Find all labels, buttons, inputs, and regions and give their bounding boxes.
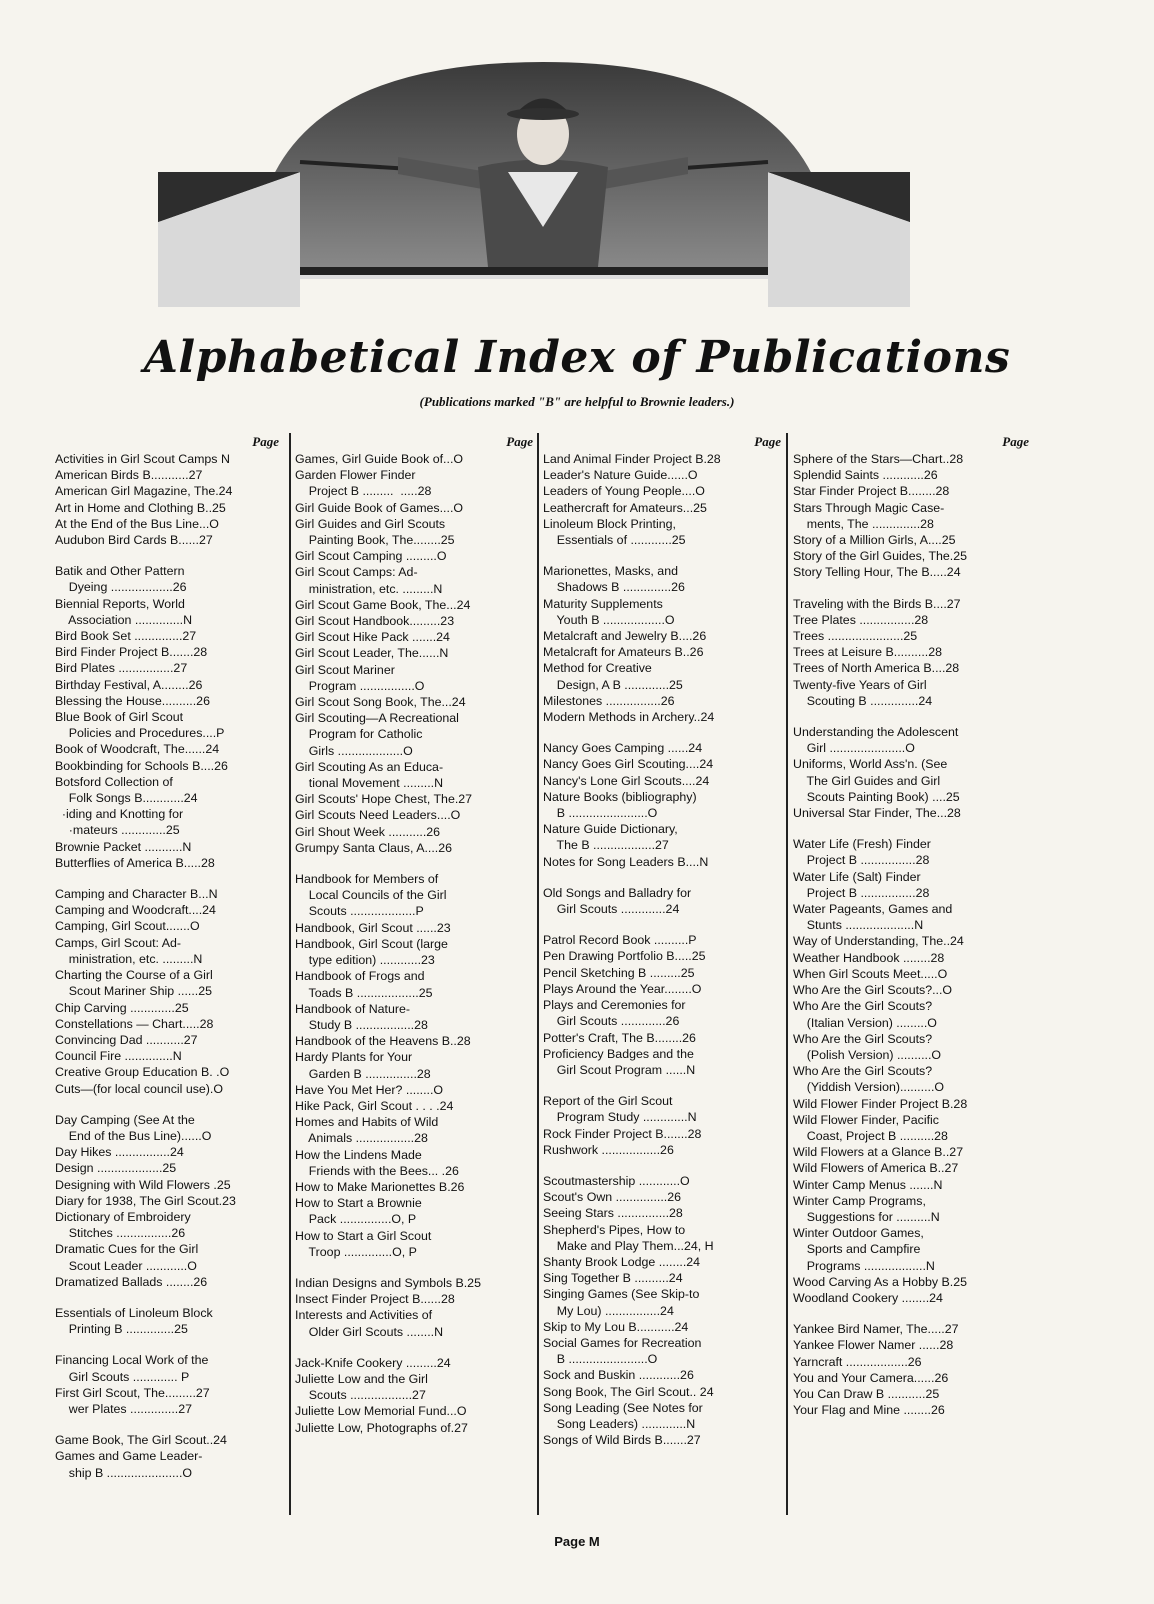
index-letter-group: [793, 451, 1031, 581]
index-entry: Juliette Low Memorial Fund...O: [295, 1404, 467, 1419]
index-entry: Metalcraft for Amateurs B..26: [543, 645, 704, 660]
index-entry: Linoleum Block Printing,: [543, 516, 676, 531]
index-entry: Dramatized Ballads ........26: [55, 1274, 208, 1289]
index-entry: Nature Books (bibliography): [543, 789, 697, 804]
index-entry: Old Songs and Balladry for: [543, 885, 692, 900]
index-entry: Water Life (Fresh) Finder: [793, 837, 931, 852]
index-entry: Notes for Song Leaders B....N: [543, 854, 709, 869]
index-entry: Star Finder Project B........28: [793, 484, 950, 499]
index-entry: American Birds B...........27: [55, 468, 203, 483]
index-entry: Skip to My Lou B...........24: [543, 1319, 689, 1334]
index-entry: Stitches ................26: [55, 1226, 186, 1241]
index-entry: How the Lindens Made: [295, 1147, 422, 1162]
index-entry: Have You Met Her? ........O: [295, 1082, 444, 1097]
index-entry: Scouting B ..............24: [793, 693, 933, 708]
index-entry: American Girl Magazine, The.24: [55, 484, 233, 499]
index-entry: Nancy Goes Girl Scouting....24: [543, 757, 714, 772]
index-entry: Charting the Course of a Girl: [55, 968, 213, 983]
index-entry: Dyeing ..................26: [55, 580, 187, 595]
index-entry: Songs of Wild Birds B.......27: [543, 1433, 701, 1448]
index-entry: Handbook for Members of: [295, 872, 439, 887]
index-entry: Camping and Woodcraft....24: [55, 903, 216, 918]
index-entry: Brownie Packet ...........N: [55, 839, 192, 854]
index-letter-group: [543, 1093, 783, 1158]
index-entry: Butterflies of America B.....28: [55, 855, 215, 870]
index-entry: How to Start a Brownie: [295, 1196, 422, 1211]
index-entry: Activities in Girl Scout Camps N: [55, 452, 230, 466]
index-entry: Nature Guide Dictionary,: [543, 822, 678, 837]
index-entry: Hike Pack, Girl Scout . . . .24: [295, 1098, 454, 1113]
index-entry: Art in Home and Clothing B..25: [55, 500, 226, 515]
index-entry: Universal Star Finder, The...28: [793, 806, 961, 821]
index-entry: Sports and Campfire: [793, 1242, 921, 1257]
index-entry: Shanty Brook Lodge ........24: [543, 1254, 701, 1269]
index-entry: Scout's Own ...............26: [543, 1190, 682, 1205]
index-entry: Handbook, Girl Scout ......23: [295, 920, 451, 935]
index-entry: Blue Book of Girl Scout: [55, 710, 184, 725]
index-entry: Jack-Knife Cookery .........24: [295, 1355, 451, 1370]
index-entry: Land Animal Finder Project B.28: [543, 452, 721, 466]
index-entry: Song Leading (See Notes for: [543, 1400, 703, 1415]
index-entry: Program Study .............N: [543, 1110, 697, 1125]
index-entry: Games and Game Leader-: [55, 1449, 203, 1464]
index-entry: wer Plates ..............27: [55, 1401, 193, 1416]
index-letter-group: [543, 885, 783, 917]
index-entry: Yankee Flower Namer ......28: [793, 1338, 954, 1353]
index-entry: Book of Woodcraft, The......24: [55, 742, 220, 757]
index-entry: My Lou) ................24: [543, 1303, 674, 1318]
index-entry: Metalcraft and Jewelry B....26: [543, 629, 707, 644]
index-entry: Who Are the Girl Scouts?...O: [793, 983, 953, 998]
index-entry: Girl Scouts' Hope Chest, The.27: [295, 792, 473, 807]
index-entry: Stunts ....................N: [793, 918, 924, 933]
index-entry: Story of a Million Girls, A....25: [793, 533, 956, 548]
index-entry: Sing Together B ..........24: [543, 1271, 683, 1286]
index-entry: Batik and Other Pattern: [55, 564, 185, 579]
index-entry: Indian Designs and Symbols B.25: [295, 1275, 481, 1290]
index-entry: Girl Scout Camps: Ad-: [295, 565, 418, 580]
index-entry: Girl Scouting As an Educa-: [295, 759, 444, 774]
index-entry: Girl Scouts .............26: [543, 1014, 680, 1029]
index-column-2: [295, 433, 535, 1515]
index-entry: Folk Songs B............24: [55, 791, 198, 806]
index-entry: Plays and Ceremonies for: [543, 998, 686, 1013]
index-entry: Plays Around the Year........O: [543, 981, 702, 996]
index-columns: [55, 433, 1030, 1515]
index-letter-group: [55, 1305, 281, 1337]
index-entry: Song Book, The Girl Scout.. 24: [543, 1384, 714, 1399]
index-entry: Trees at Leisure B..........28: [793, 645, 942, 660]
index-entry: Printing B ..............25: [55, 1322, 188, 1337]
index-entry: Way of Understanding, The..24: [793, 934, 964, 949]
index-entry: Bird Book Set ..............27: [55, 629, 197, 644]
index-entry: Splendid Saints ............26: [793, 468, 938, 483]
index-entry: Association ..............N: [55, 612, 193, 627]
index-entry: Pack ...............O, P: [295, 1212, 417, 1227]
index-entry: Yankee Bird Namer, The.....27: [793, 1322, 959, 1337]
index-entry: Day Hikes ................24: [55, 1145, 184, 1160]
index-entry: Girl ......................O: [793, 741, 915, 756]
index-entry: Song Leaders) .............N: [543, 1416, 696, 1431]
index-entry: Programs ..................N: [793, 1258, 935, 1273]
index-entry: Dictionary of Embroidery: [55, 1209, 191, 1224]
index-entry: Scouts ..................27: [295, 1388, 426, 1403]
page-subtitle: (Publications marked "B" are helpful to Brownie leaders.): [419, 394, 735, 409]
index-entry: Girl Scouting—A Recreational: [295, 711, 459, 726]
index-entry: Modern Methods in Archery..24: [543, 710, 715, 725]
index-entry: The Girl Guides and Girl: [793, 773, 941, 788]
index-entry: tional Movement .........N: [295, 776, 444, 791]
index-entry: Local Councils of the Girl: [295, 888, 447, 903]
index-entry: Scouts Painting Book) ....25: [793, 789, 960, 804]
index-entry: Report of the Girl Scout: [543, 1094, 673, 1109]
index-entry: Scouts ...................P: [295, 904, 424, 919]
index-letter-group: [55, 563, 281, 871]
index-entry: Girl Scout Program ......N: [543, 1062, 696, 1077]
index-entry: Scout Mariner Ship ......25: [55, 984, 213, 999]
index-entry: Proficiency Badges and the: [543, 1046, 694, 1061]
index-entry: Project B ................28: [793, 853, 930, 868]
index-entry: Constellations — Chart.....28: [55, 1016, 214, 1031]
index-entry: Rock Finder Project B.......28: [543, 1126, 702, 1141]
index-entry: Friends with the Bees... .26: [295, 1163, 459, 1178]
index-letter-group: [793, 1321, 1031, 1418]
index-letter-group: [55, 1112, 281, 1290]
index-entry: Cuts—(for local council use).O: [55, 1081, 224, 1096]
index-entry: Program ................O: [295, 678, 425, 693]
index-entry: Audubon Bird Cards B......27: [55, 533, 213, 548]
index-entry: Understanding the Adolescent: [793, 725, 959, 740]
index-entry: Essentials of ............25: [543, 533, 686, 548]
index-entry: Tree Plates ................28: [793, 612, 929, 627]
index-entry: Girl Scouts ............. P: [55, 1369, 190, 1384]
index-entry: Bookbinding for Schools B....26: [55, 758, 228, 773]
index-entry: Girl Guide Book of Games....O: [295, 500, 464, 515]
column-rule: [289, 433, 291, 1515]
index-entry: Sock and Buskin ............26: [543, 1368, 694, 1383]
index-entry: End of the Bus Line)......O: [55, 1128, 212, 1143]
index-entry: Traveling with the Birds B....27: [793, 596, 961, 611]
index-letter-group: [793, 836, 1031, 1306]
index-entry: Girl Scout Leader, The......N: [295, 646, 449, 661]
index-entry: Garden B ...............28: [295, 1066, 431, 1081]
index-entry: Water Pageants, Games and: [793, 902, 953, 917]
index-entry: Winter Outdoor Games,: [793, 1226, 924, 1241]
index-entry: Leaders of Young People....O: [543, 484, 705, 499]
index-entry: Juliette Low, Photographs of.27: [295, 1420, 468, 1435]
index-entry: Yarncraft ..................26: [793, 1354, 922, 1369]
index-entry: Rushwork .................26: [543, 1142, 674, 1157]
index-entry: Project B ................28: [793, 885, 930, 900]
index-column-4: [793, 433, 1031, 1515]
index-entry: Wild Flower Finder, Pacific: [793, 1112, 939, 1127]
index-entry: Water Life (Salt) Finder: [793, 869, 921, 884]
index-entry: Policies and Procedures....P: [55, 726, 225, 741]
index-entry: Wood Carving As a Hobby B.25: [793, 1274, 968, 1289]
index-entry: Woodland Cookery ........24: [793, 1290, 943, 1305]
index-letter-group: [543, 563, 783, 725]
column-header: Page: [1002, 434, 1029, 449]
index-entry: (Yiddish Version)..........O: [793, 1080, 945, 1095]
index-entry: Social Games for Recreation: [543, 1335, 702, 1350]
index-entry: Girl Scout Game Book, The...24: [295, 597, 471, 612]
index-entry: Grumpy Santa Claus, A....26: [295, 840, 453, 855]
index-entry: Story Telling Hour, The B.....24: [793, 565, 961, 580]
index-entry: Shadows B ..............26: [543, 580, 685, 595]
index-entry: Leathercraft for Amateurs...25: [543, 500, 707, 515]
index-letter-group: [543, 1173, 783, 1448]
index-entry: Handbook, Girl Scout (large: [295, 936, 448, 951]
index-entry: Toads B ..................25: [295, 985, 433, 1000]
index-entry: Story of the Girl Guides, The.25: [793, 549, 968, 564]
index-entry: Weather Handbook ........28: [793, 950, 945, 965]
index-entry: Birthday Festival, A........26: [55, 677, 203, 692]
index-letter-group: [295, 1275, 535, 1340]
index-entry: Sphere of the Stars—Chart..28: [793, 452, 964, 466]
index-entry: Make and Play Them...24, H: [543, 1238, 714, 1253]
index-entry: At the End of the Bus Line...O: [55, 516, 219, 531]
index-entry: Leader's Nature Guide......O: [543, 468, 698, 483]
index-entry: Girl Scouts .............24: [543, 902, 680, 917]
index-entry: Camping, Girl Scout.......O: [55, 919, 200, 934]
index-entry: Program for Catholic: [295, 727, 423, 742]
index-entry: Council Fire ..............N: [55, 1049, 182, 1064]
index-entry: Stars Through Magic Case-: [793, 500, 945, 515]
index-entry: Who Are the Girl Scouts?: [793, 1064, 933, 1079]
index-entry: Older Girl Scouts ........N: [295, 1324, 444, 1339]
index-entry: Diary for 1938, The Girl Scout.23: [55, 1193, 236, 1208]
index-entry: Painting Book, The........25: [295, 533, 455, 548]
index-letter-group: [543, 932, 783, 1078]
index-entry: Convincing Dad ...........27: [55, 1032, 198, 1047]
index-entry: Handbook of the Heavens B..28: [295, 1034, 471, 1049]
index-entry: Your Flag and Mine ........26: [793, 1403, 945, 1418]
index-entry: Interests and Activities of: [295, 1308, 433, 1323]
index-entry: Trees ......................25: [793, 629, 918, 644]
index-entry: Handbook of Nature-: [295, 1001, 411, 1016]
index-entry: B .......................O: [543, 806, 658, 821]
index-entry: Biennial Reports, World: [55, 596, 185, 611]
index-entry: Who Are the Girl Scouts?: [793, 1031, 933, 1046]
index-entry: Maturity Supplements: [543, 596, 663, 611]
index-entry: Designing with Wild Flowers .25: [55, 1177, 231, 1192]
index-entry: You Can Draw B ...........25: [793, 1386, 940, 1401]
index-entry: Troop ..............O, P: [295, 1244, 417, 1259]
index-entry: Girl Guides and Girl Scouts: [295, 516, 446, 531]
index-letter-group: [55, 886, 281, 1097]
index-entry: The B ..................27: [543, 838, 669, 853]
index-entry: Scout Leader ............O: [55, 1258, 197, 1273]
index-entry: Blessing the House..........26: [55, 693, 210, 708]
index-entry: Who Are the Girl Scouts?: [793, 999, 933, 1014]
index-entry: Bird Finder Project B.......28: [55, 645, 208, 660]
index-entry: ·mateurs .............25: [55, 823, 180, 838]
page-title: Alphabetical Index of Publications: [143, 332, 1011, 383]
column-rule: [786, 433, 788, 1515]
index-letter-group: [295, 1355, 535, 1436]
index-letter-group: [793, 724, 1031, 821]
index-entry: Shepherd's Pipes, How to: [543, 1222, 686, 1237]
index-entry: Girl Scout Song Book, The...24: [295, 695, 466, 710]
index-entry: Trees of North America B....28: [793, 661, 960, 676]
index-entry: Winter Camp Programs,: [793, 1193, 926, 1208]
index-entry: Uniforms, World Ass'n. (See: [793, 757, 948, 772]
index-entry: ministration, etc. .........N: [55, 951, 203, 966]
index-entry: Day Camping (See At the: [55, 1112, 195, 1127]
index-entry: Singing Games (See Skip-to: [543, 1287, 700, 1302]
index-letter-group: [295, 871, 535, 1260]
index-entry: Design, A B .............25: [543, 677, 683, 692]
index-entry: (Polish Version) ..........O: [793, 1047, 942, 1062]
index-entry: Financing Local Work of the: [55, 1353, 209, 1368]
index-entry: Creative Group Education B. .O: [55, 1065, 230, 1080]
index-entry: ·iding and Knotting for: [55, 807, 184, 822]
index-entry: Coast, Project B ..........28: [793, 1128, 948, 1143]
index-entry: Suggestions for ..........N: [793, 1209, 940, 1224]
index-entry: Pencil Sketching B .........25: [543, 965, 695, 980]
index-entry: Bird Plates ................27: [55, 661, 188, 676]
index-entry: Juliette Low and the Girl: [295, 1371, 428, 1386]
index-entry: Nancy Goes Camping ......24: [543, 741, 703, 756]
index-entry: type edition) ............23: [295, 953, 435, 968]
index-entry: Method for Creative: [543, 661, 652, 676]
index-entry: Pen Drawing Portfolio B.....25: [543, 949, 706, 964]
index-column-1: [55, 433, 287, 1515]
index-entry: Study B .................28: [295, 1017, 428, 1032]
index-letter-group: [543, 451, 783, 548]
index-entry: Youth B ..................O: [543, 612, 675, 627]
index-entry: Girl Scout Handbook.........23: [295, 614, 455, 629]
index-entry: Botsford Collection of: [55, 774, 173, 789]
index-entry: Games, Girl Guide Book of...O: [295, 452, 464, 466]
index-column-3: [543, 433, 783, 1515]
index-entry: Dramatic Cues for the Girl: [55, 1242, 199, 1257]
index-letter-group: [793, 596, 1031, 709]
index-entry: Camps, Girl Scout: Ad-: [55, 935, 182, 950]
index-letter-group: [543, 740, 783, 870]
index-entry: ministration, etc. .........N: [295, 581, 443, 596]
index-entry: Garden Flower Finder: [295, 468, 416, 483]
index-entry: Insect Finder Project B......28: [295, 1292, 455, 1307]
index-entry: Potter's Craft, The B........26: [543, 1030, 696, 1045]
index-entry: Marionettes, Masks, and: [543, 564, 678, 579]
index-entry: Design ...................25: [55, 1161, 177, 1176]
index-entry: Winter Camp Menus .......N: [793, 1177, 943, 1192]
index-entry: First Girl Scout, The.........27: [55, 1385, 210, 1400]
index-entry: How to Make Marionettes B.26: [295, 1179, 465, 1194]
index-entry: Girl Scouts Need Leaders....O: [295, 808, 461, 823]
index-entry: Animals .................28: [295, 1131, 428, 1146]
index-entry: Girl Scout Camping .........O: [295, 549, 447, 564]
index-entry: Milestones ................26: [543, 693, 675, 708]
index-entry: When Girl Scouts Meet.....O: [793, 966, 948, 981]
index-entry: Game Book, The Girl Scout..24: [55, 1433, 227, 1448]
index-entry: Girl Scout Mariner: [295, 662, 395, 677]
index-entry: Camping and Character B...N: [55, 887, 218, 902]
index-entry: Twenty-five Years of Girl: [793, 677, 927, 692]
column-header: Page: [252, 434, 279, 449]
index-entry: Wild Flower Finder Project B.28: [793, 1096, 968, 1111]
index-entry: ments, The ..............28: [793, 516, 934, 531]
index-entry: How to Start a Girl Scout: [295, 1228, 432, 1243]
index-entry: Wild Flowers of America B..27: [793, 1161, 959, 1176]
index-entry: Homes and Habits of Wild: [295, 1115, 439, 1130]
index-entry: B .......................O: [543, 1352, 658, 1367]
page-number: Page M: [554, 1534, 600, 1549]
index-letter-group: [55, 451, 281, 548]
index-entry: Girl Scout Hike Pack .......24: [295, 630, 450, 645]
girl-scout-signaling-illustration: [158, 62, 928, 322]
index-entry: Project B ......... .....28: [295, 484, 432, 499]
column-header: Page: [506, 434, 533, 449]
index-entry: Seeing Stars ...............28: [543, 1206, 683, 1221]
index-entry: Scoutmastership ............O: [543, 1173, 690, 1188]
index-entry: Chip Carving .............25: [55, 1000, 189, 1015]
index-entry: Girls ...................O: [295, 743, 413, 758]
index-entry: ship B ......................O: [55, 1465, 193, 1480]
index-entry: Hardy Plants for Your: [295, 1050, 413, 1065]
index-entry: Wild Flowers at a Glance B..27: [793, 1145, 964, 1160]
index-entry: Patrol Record Book ..........P: [543, 933, 697, 948]
index-entry: Nancy's Lone Girl Scouts....24: [543, 773, 710, 788]
column-header: Page: [754, 434, 781, 449]
index-letter-group: [295, 451, 535, 856]
index-letter-group: [55, 1352, 281, 1417]
column-rule: [537, 433, 539, 1515]
index-entry: You and Your Camera......26: [793, 1370, 949, 1385]
index-entry: Essentials of Linoleum Block: [55, 1305, 213, 1320]
index-entry: Handbook of Frogs and: [295, 969, 425, 984]
index-entry: Girl Shout Week ...........26: [295, 824, 441, 839]
index-letter-group: [55, 1432, 281, 1481]
index-entry: (Italian Version) .........O: [793, 1015, 937, 1030]
